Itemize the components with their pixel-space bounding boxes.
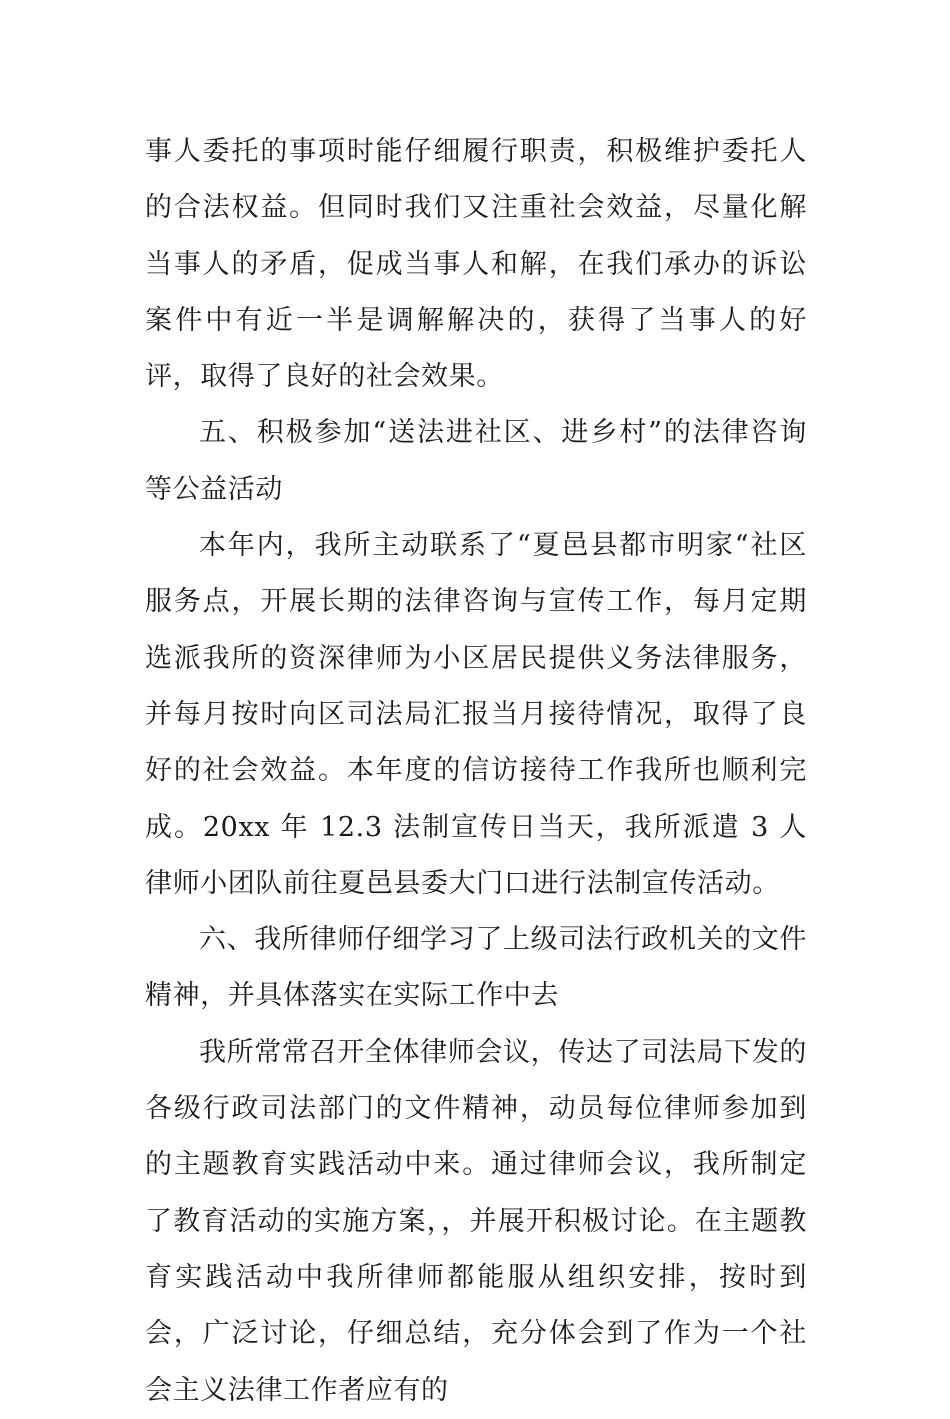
section-heading-five: 五、积极参加“送法进社区、进乡村”的法律咨询等公益活动 bbox=[145, 417, 807, 505]
document-body bbox=[145, 124, 807, 1419]
paragraph-lawyer-meetings: 我所常常召开全体律师会议，传达了司法局下发的各级行政司法部门的文件精神，动员每位律师参加到的主题教育实践活动中来。通过律师会议，我所制定了教育活动的实施方案，，并展开积极讨论。在主题教育实践活动中我所律师都能服从组织安排，按时到会，广泛讨论，仔细总结，充分体会到了作为一个社会主义法律工作者应有的 bbox=[145, 1036, 807, 1406]
section-heading-six: 六、我所律师仔细学习了上级司法行政机关的文件精神，并具体落实在实际工作中去 bbox=[145, 924, 807, 1012]
paragraph-continuation: 事人委托的事项时能仔细履行职责，积极维护委托人的合法权益。但同时我们又注重社会效益，尽量化解当事人的矛盾，促成当事人和解，在我们承办的诉讼案件中有近一半是调解解决的，获得了当事人的好评，取得了良好的社会效果。 bbox=[145, 136, 807, 393]
paragraph-community-service: 本年内，我所主动联系了“夏邑县都市明家“社区服务点，开展长期的法律咨询与宣传工作，每月定期选派我所的资深律师为小区居民提供义务法律服务，并每月按时向区司法局汇报当月接待情况，取得了良好的社会效益。本年度的信访接待工作我所也顺利完成。20xx 年 12.3 法制宣传日当天，我所派遣 3 人律师小团队前往夏邑县委大门口进行法制宣传活动。 bbox=[145, 530, 807, 899]
